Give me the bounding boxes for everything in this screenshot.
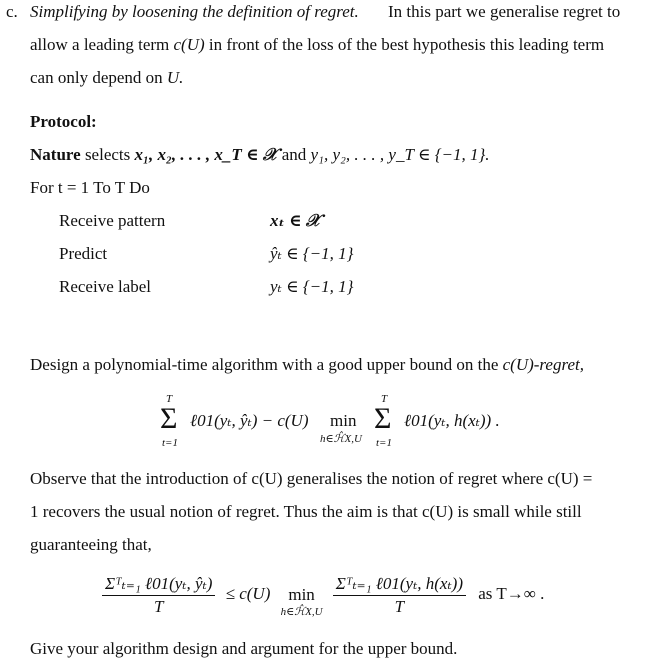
nature-bold: Nature (30, 145, 81, 164)
design-cU-regret: c(U)-regret, (502, 355, 584, 374)
fraction-left-den: T (153, 597, 164, 616)
protocol-loop: For t = 1 To T Do (30, 178, 150, 197)
formula2-leq: ≤ c(U) (225, 584, 271, 604)
fraction-left-num: Σᵀₜ₌₁ ℓ01(yₜ, ŷₜ) (102, 574, 215, 596)
formula1-min-sub: h∈ℋ̂X,U (320, 433, 362, 445)
design-line (30, 355, 584, 375)
step-math-text: xₜ ∈ 𝒳 (270, 211, 321, 230)
formula1-term1: ℓ01(yₜ, ŷₜ) − c(U) (190, 411, 309, 430)
formula1-min: min (330, 411, 357, 430)
fraction-right-den: T (394, 597, 405, 616)
step-label: Receive pattern (59, 211, 166, 230)
intro-4-text: can only depend on (30, 68, 163, 87)
step-label: Receive label (59, 277, 152, 296)
formula2-min: min (288, 585, 315, 604)
intro-3-text: in front of the loss of the best hypothesis this leading term (208, 35, 605, 54)
fraction-right-num: Σᵀₜ₌₁ ℓ01(yₜ, h(xₜ)) (333, 574, 466, 596)
sum2-bot: t=1 (376, 437, 392, 449)
intro-cU: c(U) (173, 35, 205, 54)
formula2 (102, 574, 544, 617)
observe-line-2: 1 recovers the usual notion of regret. Thus the aim is that c(U) is small while still (30, 502, 582, 521)
part-title: Simplifying by loosening the definition of regret. (30, 2, 359, 21)
intro-U: U. (166, 68, 184, 87)
intro-line-2 (30, 35, 604, 55)
intro-2-text: allow a leading term (30, 35, 170, 54)
fraction-left (102, 574, 215, 617)
step-math: yₜ ∈ {−1, 1} (270, 277, 354, 296)
step-math (270, 211, 321, 231)
intro-line-3 (30, 68, 183, 88)
observe-line-3: guaranteeing that, (30, 535, 152, 554)
sum1-top: T (166, 393, 173, 405)
nature-x-math: x₁, x₂, . . . , x_T ∈ 𝒳 (134, 145, 278, 164)
protocol-heading: Protocol: (30, 112, 97, 131)
protocol-nature-line (30, 145, 490, 165)
nature-y-math: y₁, y₂, . . . , y_T ∈ {−1, 1}. (310, 145, 490, 164)
formula2-tail: as T→∞ . (478, 584, 545, 604)
formula1-term2: ℓ01(yₜ, h(xₜ)) . (404, 411, 500, 430)
nature-text: selects (84, 145, 131, 164)
design-text: Design a polynomial-time algorithm with a good upper bound on the (30, 355, 499, 374)
part-label: c. (6, 2, 18, 21)
formula2-min-block (281, 585, 323, 618)
intro-line-1: In this part we generalise regret to (388, 2, 621, 21)
sum1-sigma: Σ (160, 402, 178, 435)
formula2-min-sub: h∈ℋ̂X,U (280, 606, 323, 618)
step-math: ŷₜ ∈ {−1, 1} (270, 244, 354, 263)
sum2-top: T (381, 393, 388, 405)
observe-line-1: Observe that the introduction of c(U) generalises the notion of regret where c(U) = (30, 469, 593, 488)
nature-and: and (281, 145, 307, 164)
closing-line: Give your algorithm design and argument for the upper bound. (30, 639, 458, 658)
step-label: Predict (59, 244, 108, 263)
sum2-sigma: Σ (374, 402, 392, 435)
fraction-right (333, 574, 466, 617)
sum1-bot: t=1 (162, 437, 178, 449)
